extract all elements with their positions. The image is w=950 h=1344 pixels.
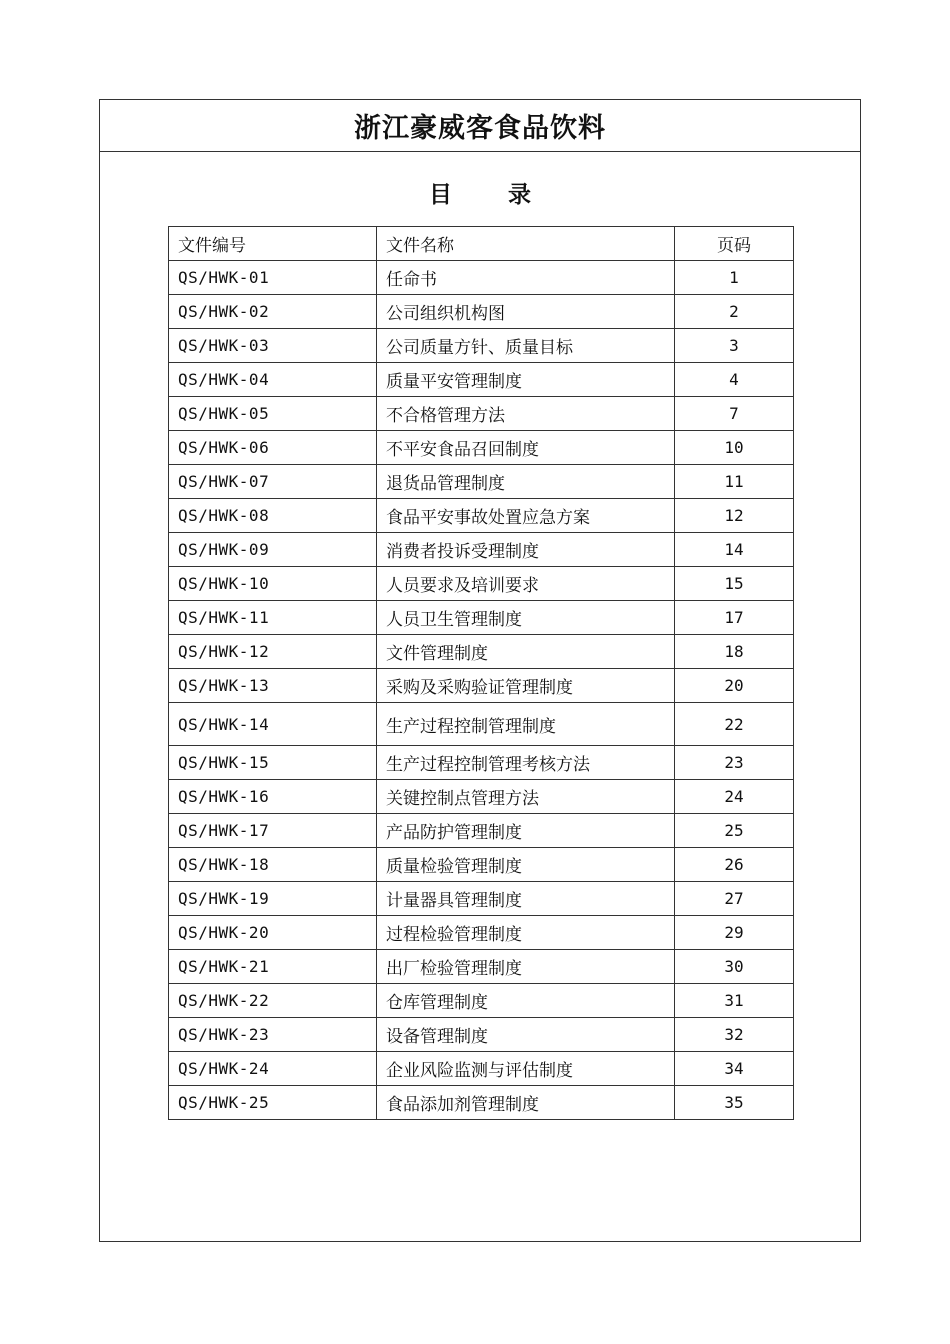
- file-name-cell: 食品添加剂管理制度: [377, 1086, 675, 1120]
- file-code-cell: QS/HWK-18: [169, 848, 377, 882]
- table-row: [169, 916, 794, 950]
- file-code-cell: QS/HWK-24: [169, 1052, 377, 1086]
- toc-title-right: 录: [508, 182, 531, 208]
- page-number-cell: 22: [675, 703, 794, 746]
- file-code-cell: QS/HWK-10: [169, 567, 377, 601]
- file-name-cell: 任命书: [377, 261, 675, 295]
- file-name-cell: 关键控制点管理方法: [377, 780, 675, 814]
- page-number-cell: 4: [675, 363, 794, 397]
- table-row: [169, 1018, 794, 1052]
- toc-table: [168, 226, 794, 1120]
- file-code-cell: QS/HWK-07: [169, 465, 377, 499]
- file-code-cell: QS/HWK-04: [169, 363, 377, 397]
- table-row: [169, 703, 794, 746]
- table-row: [169, 1052, 794, 1086]
- file-name-cell: 消费者投诉受理制度: [377, 533, 675, 567]
- file-name-cell: 出厂检验管理制度: [377, 950, 675, 984]
- page-number-cell: 18: [675, 635, 794, 669]
- toc-header-row: [169, 227, 794, 261]
- file-code-cell: QS/HWK-12: [169, 635, 377, 669]
- table-row: [169, 882, 794, 916]
- column-header-code: 文件编号: [169, 227, 377, 261]
- file-code-cell: QS/HWK-15: [169, 746, 377, 780]
- file-name-cell: 质量检验管理制度: [377, 848, 675, 882]
- file-name-cell: 公司组织机构图: [377, 295, 675, 329]
- file-name-cell: 企业风险监测与评估制度: [377, 1052, 675, 1086]
- toc-title-left: 目: [429, 182, 452, 208]
- page-number-cell: 32: [675, 1018, 794, 1052]
- file-name-cell: 过程检验管理制度: [377, 916, 675, 950]
- table-row: [169, 533, 794, 567]
- table-row: [169, 950, 794, 984]
- file-name-cell: 采购及采购验证管理制度: [377, 669, 675, 703]
- table-row: [169, 465, 794, 499]
- file-name-cell: 计量器具管理制度: [377, 882, 675, 916]
- file-name-cell: 公司质量方针、质量目标: [377, 329, 675, 363]
- table-row: [169, 397, 794, 431]
- page-number-cell: 15: [675, 567, 794, 601]
- page-number-cell: 30: [675, 950, 794, 984]
- file-name-cell: 人员要求及培训要求: [377, 567, 675, 601]
- page-number-cell: 24: [675, 780, 794, 814]
- page-number-cell: 31: [675, 984, 794, 1018]
- page-number-cell: 17: [675, 601, 794, 635]
- file-name-cell: 生产过程控制管理考核方法: [377, 746, 675, 780]
- table-row: [169, 1086, 794, 1120]
- document-frame: [99, 99, 861, 1242]
- table-row: [169, 814, 794, 848]
- page-number-cell: 7: [675, 397, 794, 431]
- file-code-cell: QS/HWK-17: [169, 814, 377, 848]
- page-number-cell: 23: [675, 746, 794, 780]
- file-code-cell: QS/HWK-25: [169, 1086, 377, 1120]
- file-name-cell: 质量平安管理制度: [377, 363, 675, 397]
- column-header-name: 文件名称: [377, 227, 675, 261]
- file-code-cell: QS/HWK-19: [169, 882, 377, 916]
- file-code-cell: QS/HWK-20: [169, 916, 377, 950]
- page-number-cell: 10: [675, 431, 794, 465]
- table-row: [169, 984, 794, 1018]
- table-row: [169, 746, 794, 780]
- file-name-cell: 仓库管理制度: [377, 984, 675, 1018]
- page-number-cell: 26: [675, 848, 794, 882]
- table-row: [169, 363, 794, 397]
- file-code-cell: QS/HWK-14: [169, 703, 377, 746]
- file-code-cell: QS/HWK-03: [169, 329, 377, 363]
- page-number-cell: 11: [675, 465, 794, 499]
- file-name-cell: 退货品管理制度: [377, 465, 675, 499]
- toc-title: [100, 176, 860, 209]
- file-name-cell: 文件管理制度: [377, 635, 675, 669]
- table-row: [169, 635, 794, 669]
- file-name-cell: 人员卫生管理制度: [377, 601, 675, 635]
- column-header-page: 页码: [675, 227, 794, 261]
- file-name-cell: 产品防护管理制度: [377, 814, 675, 848]
- file-code-cell: QS/HWK-11: [169, 601, 377, 635]
- file-code-cell: QS/HWK-22: [169, 984, 377, 1018]
- file-code-cell: QS/HWK-08: [169, 499, 377, 533]
- file-name-cell: 设备管理制度: [377, 1018, 675, 1052]
- table-row: [169, 499, 794, 533]
- file-code-cell: QS/HWK-21: [169, 950, 377, 984]
- page-number-cell: 2: [675, 295, 794, 329]
- table-row: [169, 601, 794, 635]
- company-header: 浙江豪威客食品饮料: [100, 100, 860, 152]
- table-row: [169, 848, 794, 882]
- page-number-cell: 14: [675, 533, 794, 567]
- page-number-cell: 20: [675, 669, 794, 703]
- page-number-cell: 25: [675, 814, 794, 848]
- file-name-cell: 食品平安事故处置应急方案: [377, 499, 675, 533]
- page-number-cell: 1: [675, 261, 794, 295]
- table-row: [169, 669, 794, 703]
- file-code-cell: QS/HWK-09: [169, 533, 377, 567]
- table-row: [169, 329, 794, 363]
- file-name-cell: 生产过程控制管理制度: [377, 703, 675, 746]
- table-row: [169, 295, 794, 329]
- file-code-cell: QS/HWK-01: [169, 261, 377, 295]
- file-name-cell: 不平安食品召回制度: [377, 431, 675, 465]
- file-code-cell: QS/HWK-13: [169, 669, 377, 703]
- file-code-cell: QS/HWK-02: [169, 295, 377, 329]
- file-code-cell: QS/HWK-05: [169, 397, 377, 431]
- page-number-cell: 3: [675, 329, 794, 363]
- table-row: [169, 261, 794, 295]
- page-number-cell: 29: [675, 916, 794, 950]
- page-number-cell: 34: [675, 1052, 794, 1086]
- file-name-cell: 不合格管理方法: [377, 397, 675, 431]
- page-number-cell: 35: [675, 1086, 794, 1120]
- file-code-cell: QS/HWK-06: [169, 431, 377, 465]
- table-row: [169, 567, 794, 601]
- file-code-cell: QS/HWK-16: [169, 780, 377, 814]
- page-number-cell: 12: [675, 499, 794, 533]
- table-row: [169, 780, 794, 814]
- table-row: [169, 431, 794, 465]
- file-code-cell: QS/HWK-23: [169, 1018, 377, 1052]
- page-number-cell: 27: [675, 882, 794, 916]
